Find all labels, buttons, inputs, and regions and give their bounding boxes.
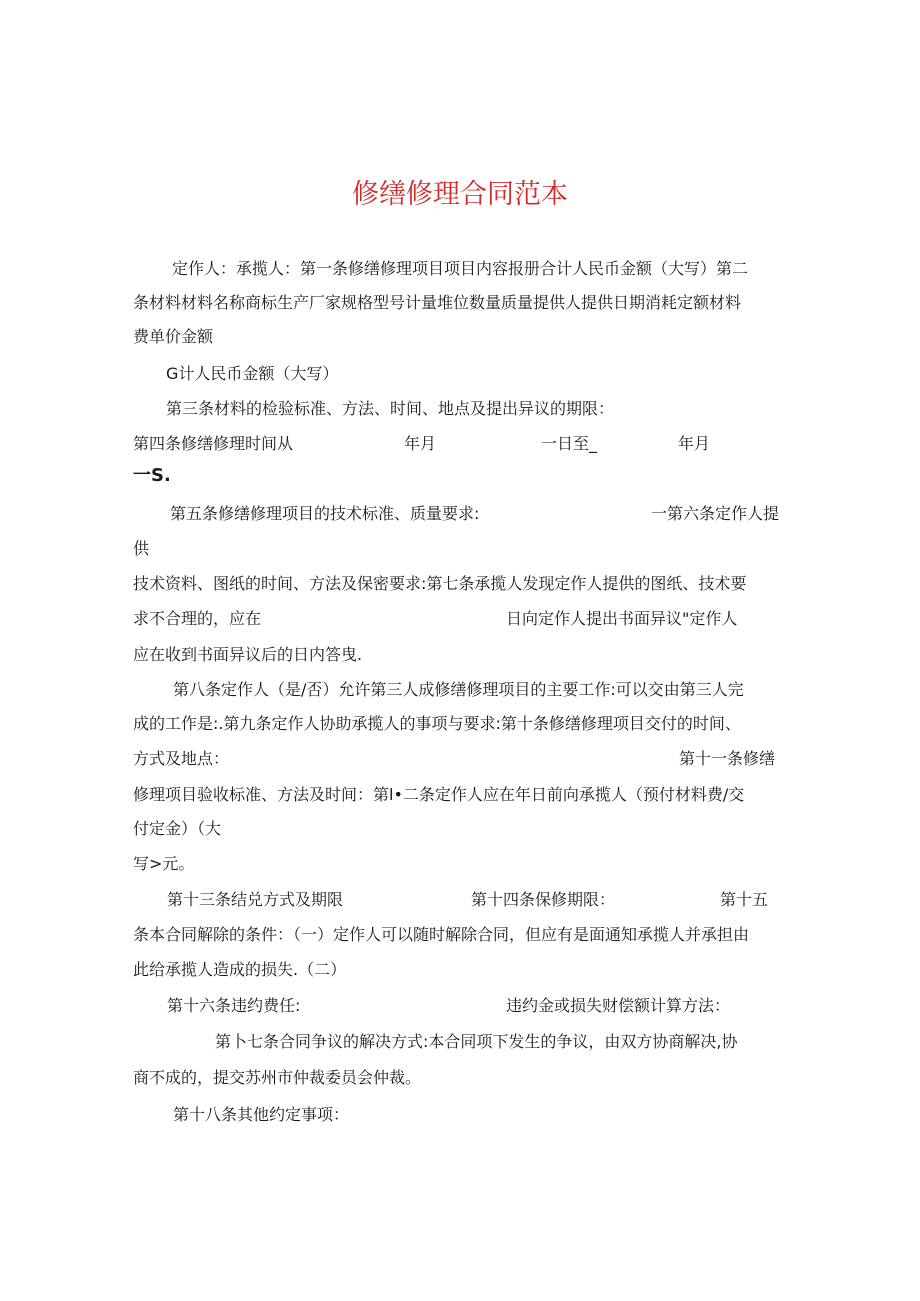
- paragraph-line: 供: [133, 539, 150, 558]
- paragraph-line: 第卜七条合同争议的解决方式:本合同项下发生的争议，由双方协商解决,协: [215, 1032, 738, 1051]
- paragraph-line: 方式及地点：: [133, 749, 230, 768]
- paragraph-line: 第十四条保修期限：: [471, 890, 616, 909]
- paragraph-line: 条本合同解除的条件：（一）定作人可以随时解除合同，但应有是面通知承揽人并承担由: [133, 925, 750, 944]
- paragraph-line: 第三条材料的检验标准、方法、时间、地点及提出异议的期限：: [166, 399, 615, 418]
- paragraph-line: 技术资料、图纸的时间、方法及保密要求:第七条承揽人发现定作人提供的图纸、技术要: [133, 574, 747, 593]
- document-title: 修缮修理合同范本: [352, 179, 568, 210]
- paragraph-line: 费单价金额: [133, 327, 214, 346]
- paragraph-line: G计人民币金额（大写）: [166, 364, 339, 383]
- paragraph-line: 第十六条违约费任:: [167, 996, 301, 1015]
- paragraph-line: 第十三条结兑方式及期限: [167, 890, 344, 909]
- paragraph-line: 第四条修缮修理时间从: [133, 434, 294, 453]
- paragraph-line: 此给承揽人造成的损失.（二）: [133, 960, 347, 979]
- paragraph-line: 违约金或损失财偿额计算方法：: [506, 996, 731, 1015]
- paragraph-line: 成的工作是:.第九条定作人协助承揽人的事项与要求:第十条修缮修理项目交付的时间、: [133, 714, 741, 733]
- paragraph-line: 一第六条定作人提: [651, 504, 780, 523]
- paragraph-line: 定作人：承揽人：第一条修缮修理项目项目内容报册合计人民币金额（大写）第二: [172, 259, 749, 278]
- paragraph-line: 第十五: [720, 890, 769, 909]
- paragraph-line: 写>元。: [133, 854, 195, 873]
- paragraph-line: 一日至_: [541, 434, 598, 453]
- paragraph-line: 修理项目验收标准、方法及时间：第l•二条定作人应在年日前向承揽人（预付材料费/交: [133, 785, 745, 804]
- paragraph-line: 日向定作人提出书面异议"定作人: [506, 609, 738, 628]
- paragraph-line: 第十一条修缮: [679, 749, 776, 768]
- paragraph-line: 年月: [404, 434, 437, 453]
- paragraph-line: 一S.: [133, 465, 171, 486]
- paragraph-line: 商不成的，提交苏州市仲裁委员会仲裁。: [133, 1068, 422, 1087]
- paragraph-line: 付定金）（大: [133, 819, 222, 838]
- paragraph-line: 第十八条其他约定事项：: [173, 1105, 350, 1124]
- paragraph-line: 求不合理的，应在: [133, 609, 262, 628]
- paragraph-line: 应在收到书面异议后的日内答曳.: [133, 645, 363, 664]
- paragraph-line: 第八条定作人（是/否）允许第三人成修缮修理项目的主要工作:可以交由第三人完: [173, 680, 744, 699]
- paragraph-line: 第五条修缮修理项目的技术标准、质量要求:: [170, 504, 480, 523]
- paragraph-line: 条材料材料名称商标生产厂家规格型号计量堆位数量质量提供人提供日期消耗定额材料: [133, 293, 742, 312]
- paragraph-line: 年月: [678, 434, 711, 453]
